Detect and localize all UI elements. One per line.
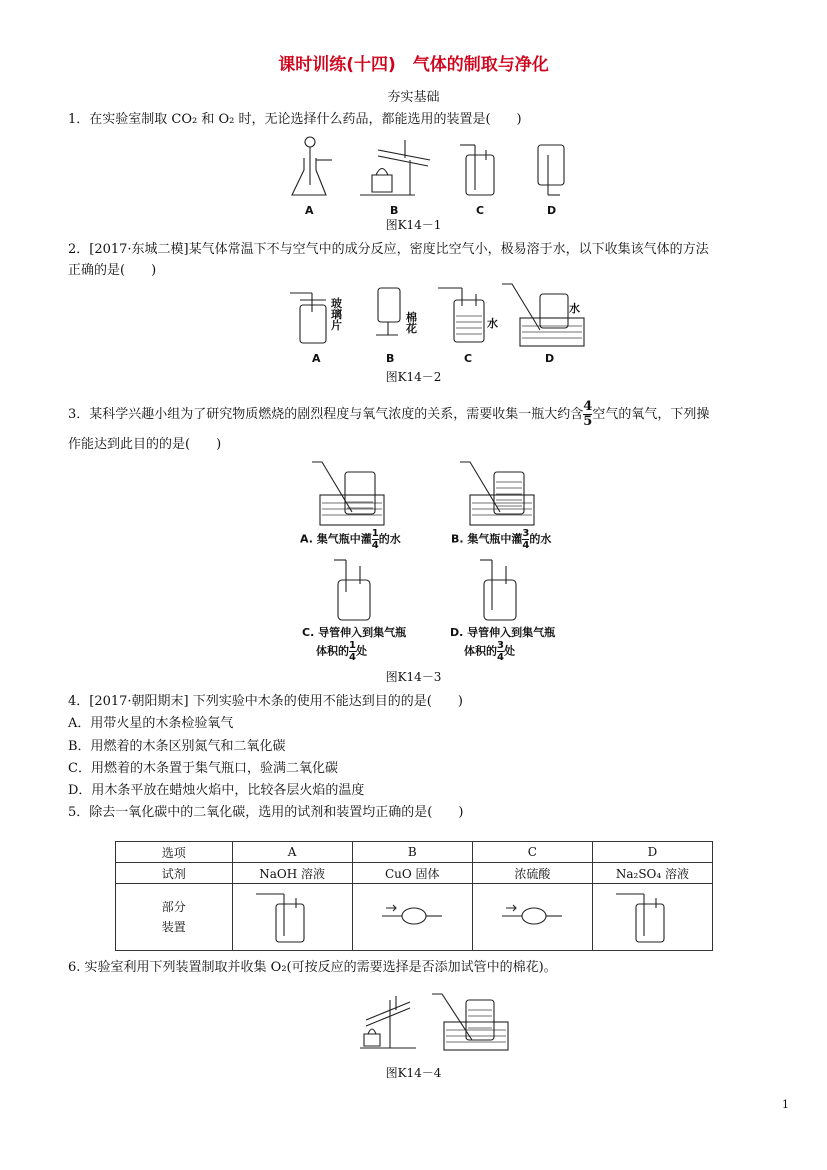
device-label-line-1: 部分 bbox=[161, 900, 186, 914]
table-cell: Na₂SO₄ 溶液 bbox=[592, 863, 712, 884]
q3-option-b-suffix: 的水 bbox=[529, 532, 552, 546]
table-header-cell: A bbox=[232, 842, 352, 863]
table-header-cell: 选项 bbox=[116, 842, 233, 863]
question-4: 4．[2017·朝阳期末] 下列实验中木条的使用不能达到目的的是( ) bbox=[68, 694, 463, 709]
question-2-line-1: 2．[2017·东城二模]某气体常温下不与空气中的成分反应，密度比空气小，极易溶于水，以下收集该气体的方法 bbox=[68, 242, 709, 257]
question-3-line-2: 作能达到此目的的是( ) bbox=[68, 437, 222, 452]
q2-annotation-water-d: 水 bbox=[569, 302, 580, 315]
q2-annotation-glass-plate: 玻璃片 bbox=[331, 297, 342, 332]
q3-option-c-text: 体积的 bbox=[316, 644, 349, 658]
q3-option-d-line-1: D. 导管伸入到集气瓶 bbox=[450, 626, 556, 639]
q3-option-d-den: 4 bbox=[497, 652, 504, 663]
q6-water-collection bbox=[432, 994, 508, 1050]
q2-label-c: C bbox=[464, 352, 473, 365]
q2-label-a: A bbox=[312, 352, 321, 365]
q4-option-a: A．用带火星的木条检验氧气 bbox=[68, 716, 234, 731]
q6-heating-apparatus bbox=[360, 996, 416, 1048]
q3-option-c-num: 1 bbox=[349, 640, 356, 651]
page-number: 1 bbox=[782, 1098, 789, 1111]
table-cell: CuO 固体 bbox=[352, 863, 472, 884]
q3-option-c-den: 4 bbox=[349, 652, 356, 663]
question-1: 1．在实验室制取 CO₂ 和 O₂ 时，无论选择什么药品，都能选用的装置是( ) bbox=[68, 112, 522, 127]
q3-text-b: 空气的氧气，下列操 bbox=[592, 407, 710, 422]
q2-annotation-cotton: 棉花 bbox=[406, 311, 417, 335]
figure-caption-3: 图K14－3 bbox=[385, 670, 442, 684]
q1-label-b: B bbox=[390, 204, 399, 217]
q3-option-a-text: A. 集气瓶中灌 bbox=[300, 532, 372, 546]
q4-option-c: C．用燃着的木条置于集气瓶口，验满二氧化碳 bbox=[68, 761, 338, 776]
q4-option-b: B．用燃着的木条区别氮气和二氧化碳 bbox=[68, 739, 286, 754]
table-cell: 试剂 bbox=[116, 863, 233, 884]
page-title: 课时训练(十四) 气体的制取与净化 bbox=[278, 55, 549, 75]
q3-option-a-num: 1 bbox=[371, 528, 379, 539]
q3-option-c-line-1: C. 导管伸入到集气瓶 bbox=[302, 626, 407, 639]
question-2-line-2: 正确的是( ) bbox=[68, 263, 157, 278]
table-header-cell: D bbox=[592, 842, 712, 863]
figure-caption-1: 图K14－1 bbox=[385, 218, 442, 232]
q3-option-c-suffix: 处 bbox=[355, 644, 367, 658]
device-label-line-2: 装置 bbox=[161, 920, 186, 934]
section-heading: 夯实基础 bbox=[387, 90, 440, 105]
q3-option-a-den: 4 bbox=[371, 540, 379, 551]
table-cell: 浓硫酸 bbox=[472, 863, 592, 884]
table-cell: NaOH 溶液 bbox=[232, 863, 352, 884]
q2-label-d: D bbox=[545, 352, 555, 365]
q3-text-a: 3．某科学兴趣小组为了研究物质燃烧的剧烈程度与氧气浓度的关系，需要收集一瓶大约含 bbox=[68, 407, 584, 422]
q3-fraction-den: 5 bbox=[583, 414, 593, 429]
q1-label-a: A bbox=[305, 204, 314, 217]
question-6: 6. 实验室利用下列装置制取并收集 O₂(可按反应的需要选择是否添加试管中的棉花)。 bbox=[68, 960, 557, 975]
q3-option-d-num: 3 bbox=[497, 640, 504, 651]
figure-caption-2: 图K14－2 bbox=[385, 370, 442, 384]
q4-option-d: D．用木条平放在蜡烛火焰中，比较各层火焰的温度 bbox=[68, 783, 365, 798]
q3-option-b-text: B. 集气瓶中灌 bbox=[451, 532, 523, 546]
q3-option-a-suffix: 的水 bbox=[378, 532, 401, 546]
q3-option-b-num: 3 bbox=[522, 528, 530, 539]
q3-option-d-text: 体积的 bbox=[464, 644, 497, 658]
q3-option-b-den: 4 bbox=[522, 540, 530, 551]
q2-label-b: B bbox=[386, 352, 395, 365]
q3-option-d-suffix: 处 bbox=[503, 644, 515, 658]
q1-label-d: D bbox=[547, 204, 557, 217]
question-5: 5．除去一氧化碳中的二氧化碳，选用的试剂和装置均正确的是( ) bbox=[68, 805, 464, 820]
figure-caption-4: 图K14－4 bbox=[385, 1066, 442, 1080]
table-header-cell: C bbox=[472, 842, 592, 863]
q2-annotation-water-c: 水 bbox=[487, 317, 498, 330]
q1-label-c: C bbox=[476, 204, 485, 217]
table-header-cell: B bbox=[352, 842, 472, 863]
q3-fraction-num: 4 bbox=[583, 399, 593, 414]
